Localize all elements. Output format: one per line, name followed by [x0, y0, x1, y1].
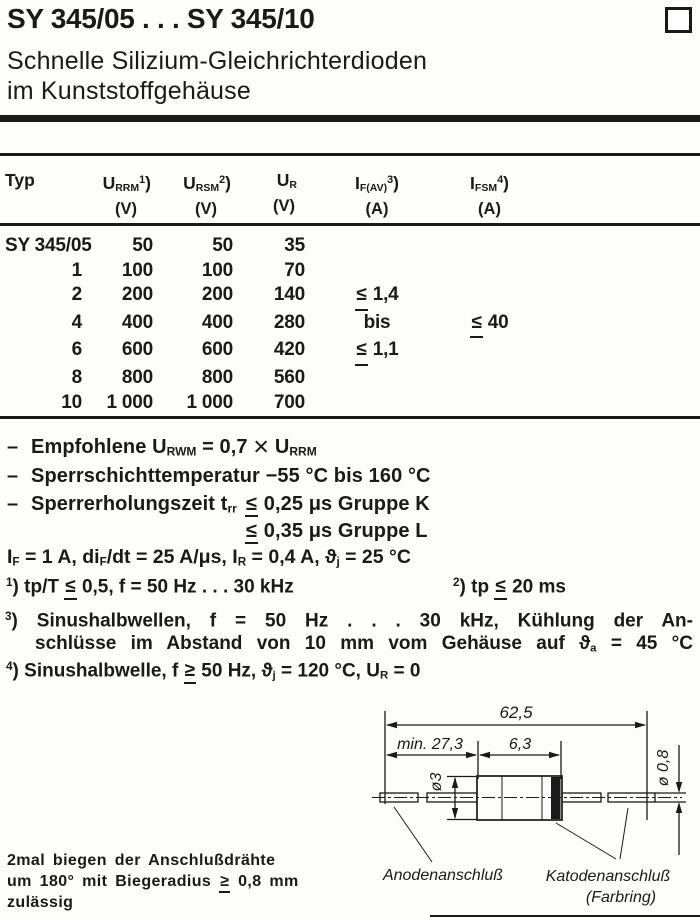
package-dimension-drawing — [330, 683, 700, 920]
cell-ifav: ≤ 1,4 — [307, 283, 447, 311]
table-row — [5, 311, 565, 339]
cell-ur: 35 — [284, 235, 305, 256]
cell-ifsm — [447, 283, 532, 311]
col-label-ursm: $U_{RSM}^2$) — [183, 172, 231, 195]
cell-typ: 1 — [71, 259, 82, 281]
dash-bullet: – — [7, 465, 19, 487]
cell-ifav — [307, 234, 447, 259]
cell-ur: 140 — [273, 284, 305, 306]
cathode-terminal-label: Katodenanschluß — [545, 868, 671, 885]
cell-urrm: 50 — [132, 235, 153, 256]
cell-typ: 8 — [71, 366, 82, 388]
note-value: ≤ 0,35 μs Gruppe L — [245, 520, 428, 544]
cell-ursm: 600 — [201, 339, 233, 361]
col-unit-ur: (V) — [273, 197, 295, 216]
cell-urrm: 800 — [121, 366, 153, 388]
table-row — [5, 338, 565, 366]
cell-ursm: 1 000 — [186, 391, 233, 413]
cell-ursm: 800 — [201, 366, 233, 388]
cell-ifsm — [447, 366, 532, 391]
col-unit-urrm: (V) — [115, 200, 137, 219]
cell-typ: SY 345/05 — [5, 235, 92, 256]
footnote-1: $^1$) tp/T ≤ 0,5, f = 50 Hz . . . 30 kHz — [6, 576, 294, 600]
cell-ur: 280 — [273, 311, 305, 333]
rule-top-thick — [0, 115, 700, 122]
bend-instruction-note — [7, 851, 299, 913]
col-unit-ursm: (V) — [195, 200, 217, 219]
col-label-urrm: $U_{RRM}^1$) — [102, 172, 151, 195]
cell-urrm: 200 — [121, 284, 153, 306]
col-unit-ifsm: (A) — [478, 200, 501, 219]
dim-lead-length-label: min. 27,3 — [397, 736, 463, 753]
header-cell-urrm — [85, 170, 155, 219]
cell-ifsm — [447, 391, 532, 416]
cell-ur: 420 — [273, 339, 305, 361]
cell-ifav — [307, 366, 447, 391]
dim-total-label: 62,5 — [499, 703, 533, 722]
cell-ifsm: ≤ 40 — [447, 311, 532, 339]
note-junction-temperature — [7, 465, 431, 488]
table-row — [5, 391, 565, 416]
header-cell-ifav — [307, 170, 447, 219]
cathode-colorring-label: (Farbring) — [585, 889, 657, 906]
table-row — [5, 366, 565, 391]
rule-bottom-partial — [430, 915, 700, 917]
dim-body-diameter-label: ø3 — [428, 772, 445, 792]
rule-table-bottom — [0, 416, 700, 419]
cell-ifav — [307, 259, 447, 284]
test-conditions-line: $I_F = 1$ A, $di_F/dt = 25$ A/μs, $I_R = 0,4$ A, $ϑ_j = 25$ °C — [7, 546, 411, 569]
col-label-ur: $U_R$ — [276, 170, 297, 192]
cell-urrm: 400 — [121, 311, 153, 333]
dim-lead-diameter-label: ø 0,8 — [655, 749, 672, 787]
cell-ursm: 100 — [201, 259, 233, 281]
cell-typ: 10 — [61, 391, 82, 413]
cell-ifav — [307, 391, 447, 416]
rule-table-top — [0, 153, 700, 156]
cell-ifav: bis — [363, 311, 391, 333]
cell-ursm: 400 — [201, 311, 233, 333]
dimension-lead-diameter — [655, 745, 686, 855]
cell-typ: 4 — [71, 311, 82, 333]
col-unit-ifav: (A) — [365, 200, 389, 219]
cell-ifsm — [447, 234, 532, 259]
subtitle-line-2: im Kunststoffgehäuse — [7, 77, 251, 105]
dash-bullet: – — [7, 493, 19, 515]
note-text: Sperrerholungszeit $t_{rr}$ — [31, 493, 237, 516]
footnote-4: $^4$) Sinushalbwelle, f ≥ 50 Hz, $ϑ_j = 120$ °C, $U_R = 0$ — [6, 660, 420, 684]
cell-typ: 2 — [71, 284, 82, 306]
col-label-typ: Typ — [5, 170, 35, 190]
header-cell-ursm — [155, 170, 235, 219]
cell-urrm: 100 — [121, 259, 153, 281]
ratings-table-header — [5, 170, 565, 219]
cell-ursm: 200 — [201, 284, 233, 306]
footnote-2: $^2$) tp ≤ 20 ms — [453, 576, 566, 600]
cell-ur: 560 — [273, 366, 305, 388]
note-recommended-urwm — [7, 431, 317, 462]
table-row — [5, 283, 565, 311]
cell-urrm: 1 000 — [106, 391, 153, 413]
footnote-3 — [5, 606, 693, 660]
subtitle-line-1: Schnelle Silizium-Gleichrichterdioden — [7, 47, 428, 75]
note-recovery-time-l — [7, 520, 428, 544]
cell-ifav: ≤ 1,1 — [307, 338, 447, 366]
dim-body-length-label: 6,3 — [508, 736, 532, 753]
table-row — [5, 259, 565, 284]
cell-urrm: 600 — [121, 339, 153, 361]
cell-ur: 70 — [284, 259, 305, 281]
note-text: Empfohlene $U_{RWM} = 0,7 \times U_{RRM}$ — [31, 431, 317, 462]
header-cell-typ — [5, 170, 85, 219]
bend-note-line-2: um 180° mit Biegeradius ≥ 0,8 mm — [7, 872, 299, 893]
cell-ifsm — [447, 259, 532, 284]
col-label-ifsm: $I_{FSM}^4$) — [470, 172, 509, 195]
ratings-table-body — [5, 234, 565, 415]
col-label-ifav: $I_{F(AV)}^3$) — [355, 172, 399, 195]
anode-terminal-label: Anodenanschluß — [382, 867, 504, 884]
bend-note-line-1: 2mal biegen der Anschlußdrähte — [7, 852, 276, 869]
note-recovery-time-k — [7, 493, 430, 517]
corner-marker-box — [665, 7, 692, 33]
rule-header-bottom — [0, 223, 700, 226]
header-cell-ur — [235, 170, 307, 219]
footnote-3-line-2: schlüsse im Abstand von 10 mm vom Gehäuse auf $ϑ_a = 45$ °C — [35, 632, 693, 655]
bend-note-line-3: zulässig — [7, 893, 74, 911]
cell-ursm: 50 — [212, 235, 233, 256]
cell-ur: 700 — [273, 391, 305, 413]
dimension-lead-and-body-length — [386, 736, 561, 779]
header-cell-ifsm — [447, 170, 532, 219]
page-title: SY 345/05 . . . SY 345/10 — [7, 3, 315, 34]
page-subtitle — [7, 46, 427, 106]
cell-ifsm — [447, 338, 532, 366]
footnote-3-line-1: $^3$) Sinushalbwellen, f = 50 Hz . . . 30 kHz, Kühlung der An- — [5, 610, 693, 632]
table-row — [5, 234, 565, 259]
note-value: ≤ 0,25 μs Gruppe K — [245, 493, 430, 517]
note-text: Sperrschichttemperatur −55 °C bis 160 °C — [31, 465, 431, 487]
dash-bullet: – — [7, 436, 19, 458]
cell-typ: 6 — [71, 339, 82, 361]
